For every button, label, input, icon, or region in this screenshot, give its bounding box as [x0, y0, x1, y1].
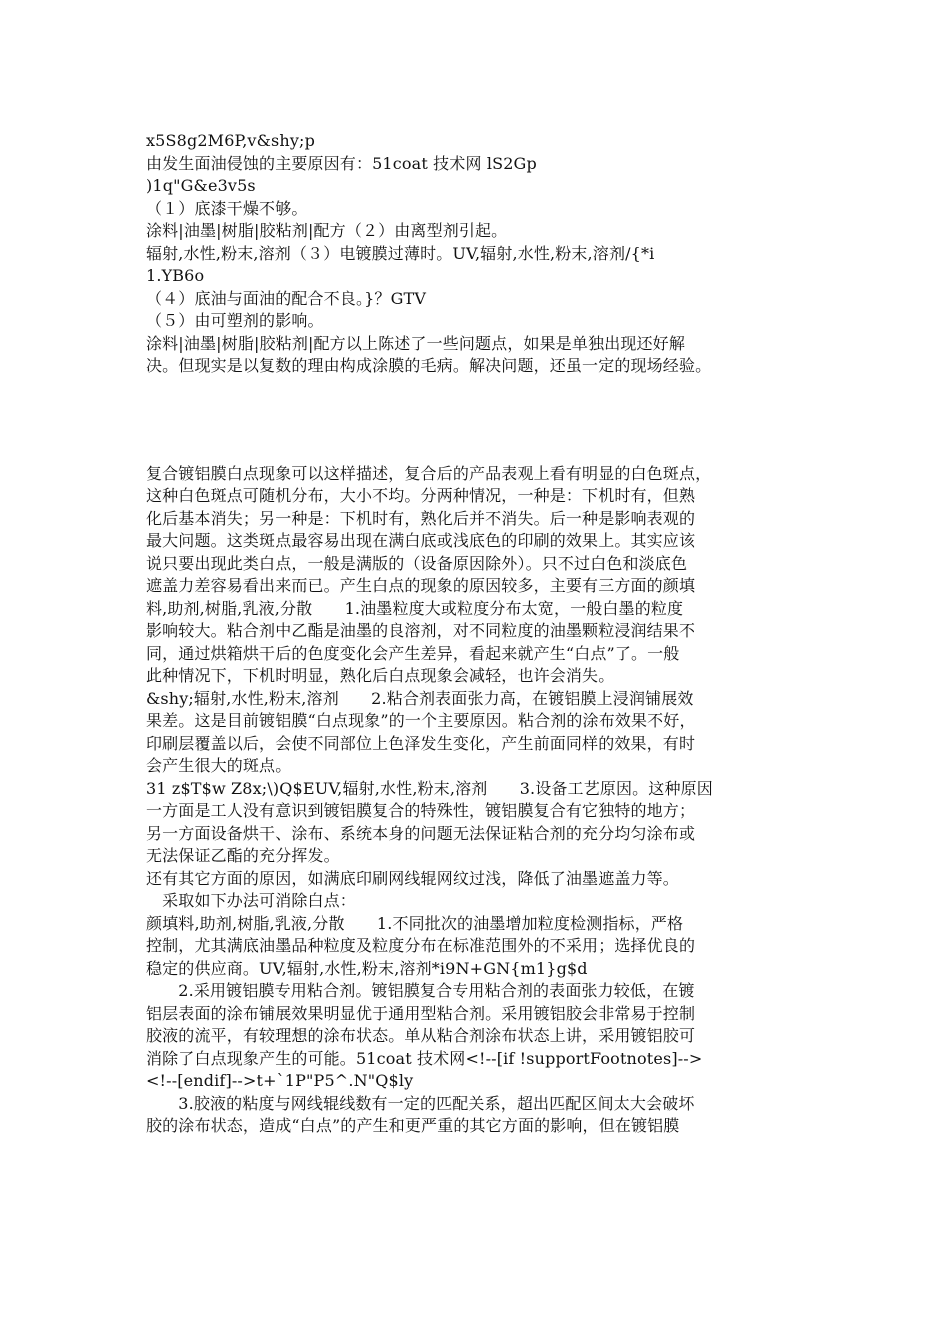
- text-line: <!--[endif]-->t+`1P"P5^.N"Q$ly: [146, 1071, 414, 1090]
- text-line: （５）由可塑剂的影响。: [146, 311, 324, 330]
- text-line: 果差。这是目前镀铝膜“白点现象”的一个主要原因。粘合剂的涂布效果不好，: [146, 711, 696, 730]
- text-line: 此种情况下，下机时明显，熟化后白点现象会减轻，也许会消失。: [146, 666, 615, 685]
- text-line: 稳定的供应商。UV,辐射,水性,粉末,溶剂*i9N+GN{m1}g$d: [146, 958, 588, 978]
- section-aluminized-film-white-spots: [146, 463, 810, 1138]
- text-line: 这种白色斑点可随机分布，大小不均。分两种情况，一种是：下机时有，但熟: [146, 486, 696, 505]
- text-line: 31 z$T$w Z8x;\)Q$EUV,辐射,水性,粉末,溶剂 3.设备工艺原因。这种原因: [146, 778, 713, 798]
- text-line: 还有其它方面的原因，如满底印刷网线辊网纹过浅，降低了油墨遮盖力等。: [146, 868, 679, 888]
- section-surface-oil-corrosion: [146, 130, 810, 378]
- text-line: 会产生很大的斑点。: [146, 756, 292, 775]
- text-line: 辐射,水性,粉末,溶剂（３）电镀膜过薄时。UV,辐射,水性,粉末,溶剂/{*i: [146, 243, 655, 263]
- text-line: 采取如下办法可消除白点：: [146, 891, 356, 910]
- text-line: 料,助剂,树脂,乳液,分散 1.油墨粒度大或粒度分布太宽，一般白墨的粒度: [146, 598, 684, 618]
- text-line: 同，通过烘箱烘干后的色度变化会产生差异，看起来就产生“白点”了。一般: [146, 643, 680, 663]
- text-line: 控制，尤其满底油墨品种粒度及粒度分布在标准范围外的不采用；选择优良的: [146, 936, 696, 955]
- text-line: 胶液的流平，有较理想的涂布状态。单从粘合剂涂布状态上讲，采用镀铝胶可: [146, 1026, 696, 1045]
- text-line: )1q"G&e3v5s: [146, 176, 256, 195]
- text-line: 最大问题。这类斑点最容易出现在满白底或浅底色的印刷的效果上。其实应该: [146, 531, 696, 550]
- text-line: 一方面是工人没有意识到镀铝膜复合的特殊性，镀铝膜复合有它独特的地方；: [146, 801, 696, 820]
- text-line: 说只要出现此类白点，一般是满版的（设备原因除外）。只不过白色和淡底色: [146, 553, 688, 573]
- text-line: 1.YB6o: [146, 266, 205, 285]
- text-line: 2.采用镀铝膜专用粘合剂。镀铝膜复合专用粘合剂的表面张力较低，在镀: [146, 981, 695, 1000]
- text-line: 涂料|油墨|树脂|胶粘剂|配方（２）由离型剂引起。: [146, 221, 508, 240]
- text-line: 由发生面油侵蚀的主要原因有：51coat 技术网 lS2Gp: [146, 153, 537, 173]
- text-line: 3.胶液的粘度与网线辊线数有一定的匹配关系，超出匹配区间太大会破坏: [146, 1093, 695, 1113]
- text-line: 胶的涂布状态，造成“白点”的产生和更严重的其它方面的影响，但在镀铝膜: [146, 1116, 680, 1135]
- text-line: 印刷层覆盖以后，会使不同部位上色泽发生变化，产生前面同样的效果，有时: [146, 733, 696, 753]
- text-line: 铝层表面的涂布铺展效果明显优于通用型粘合剂。采用镀铝胶会非常易于控制: [146, 1003, 696, 1023]
- text-line: 无法保证乙酯的充分挥发。: [146, 846, 340, 865]
- text-line: 决。但现实是以复数的理由构成涂膜的毛病。解决问题，还虽一定的现场经验。: [146, 356, 712, 375]
- document-page: [146, 130, 810, 1138]
- text-line: 颜填料,助剂,树脂,乳液,分散 1.不同批次的油墨增加粒度检测指标，严格: [146, 913, 684, 933]
- text-line: 涂料|油墨|树脂|胶粘剂|配方以上陈述了一些问题点，如果是单独出现还好解: [146, 333, 685, 353]
- text-line: （４）底油与面油的配合不良。}？GTV: [146, 288, 427, 308]
- text-line: （１）底漆干燥不够。: [146, 198, 308, 218]
- text-line: 影响较大。粘合剂中乙酯是油墨的良溶剂，对不同粒度的油墨颗粒浸润结果不: [146, 621, 696, 640]
- text-line: 遮盖力差容易看出来而已。产生白点的现象的原因较多，主要有三方面的颜填: [146, 576, 696, 595]
- text-line: 另一方面设备烘干、涂布、系统本身的问题无法保证粘合剂的充分均匀涂布或: [146, 823, 696, 843]
- text-line: 消除了白点现象产生的可能。51coat 技术网<!--[if !supportFootnotes]-->: [146, 1048, 703, 1068]
- text-line: 复合镀铝膜白点现象可以这样描述，复合后的产品表观上看有明显的白色斑点，: [146, 463, 712, 483]
- text-line: 化后基本消失；另一种是：下机时有，熟化后并不消失。后一种是影响表观的: [146, 508, 696, 528]
- section-gap: [146, 378, 810, 463]
- text-line: x5S8g2M6P,v&shy;p: [146, 131, 315, 150]
- text-line: &shy;辐射,水性,粉末,溶剂 2.粘合剂表面张力高，在镀铝膜上浸润铺展效: [146, 688, 694, 708]
